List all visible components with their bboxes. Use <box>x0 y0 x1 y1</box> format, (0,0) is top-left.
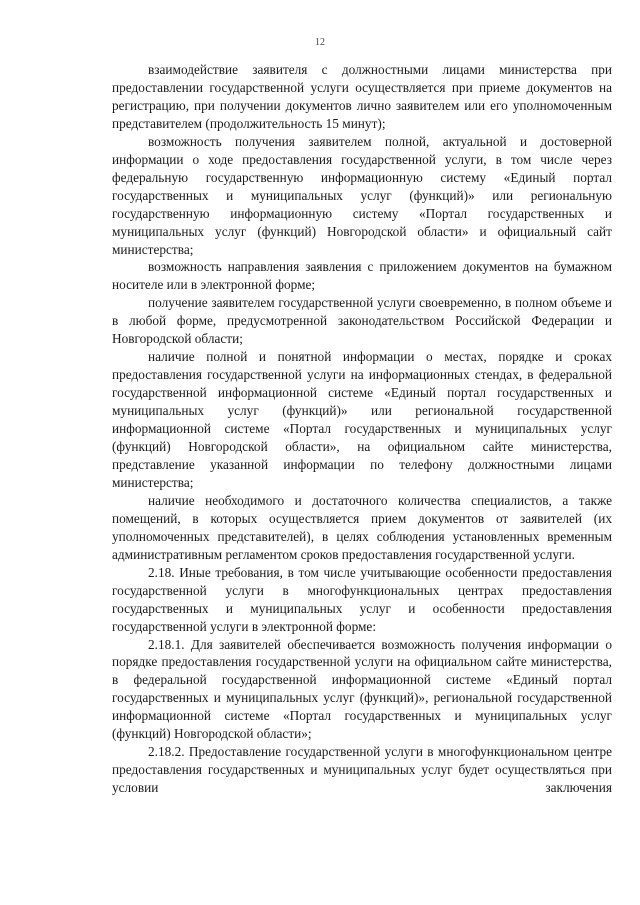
paragraph-information-stands: наличие полной и понятной информации о местах, порядке и сроках предоставления государственной услуги на информационных стендах, в федеральной государственной информационной системе «Единый портал государственных и муниципальных услуг (функций)» или региональной государственной информационной системе «Портал государственных и муниципальных услуг (функций) Новгородской области», на официальном сайте министерства, представление указанной информации по телефону должностными лицами министерства; <box>112 349 612 490</box>
paragraph-interaction-with-officials: взаимодействие заявителя с должностными лицами министерства при предоставлении государственной услуги осуществляется при приеме документов на регистрацию, при получении документов лично заявителем или его уполномоченным представителем (продолжительность 15 минут); <box>112 62 612 131</box>
paragraph-application-submission: возможность направления заявления с приложением документов на бумажном носителе или в электронной форме; <box>112 259 612 293</box>
document-body <box>112 61 612 797</box>
paragraph-information-availability: возможность получения заявителем полной, актуальной и достоверной информации о ходе предоставления государственной услуги, в том числе через федеральную государственную информационную систему «Единый портал государственных и муниципальных услуг (функций)» или региональную государственную информационную систему «Портал государственных и муниципальных услуг (функций) Новгородской области» и официальный сайт министерства; <box>112 133 612 257</box>
paragraph-section-2-18-1: 2.18.1. Для заявителей обеспечивается возможность получения информации о порядке предоставления государственной услуги на официальном сайте министерства, в федеральной государственной информационной системе «Единый портал государственных и муниципальных услуг (функций)», региональной государственной информационной системе «Портал государственных и муниципальных услуг (функций) Новгородской области»; <box>112 636 612 742</box>
paragraph-timely-service: получение заявителем государственной услуги своевременно, в полном объеме и в любой форме, предусмотренной законодательством Российской Федерации и Новгородской области; <box>112 295 612 347</box>
page-number: 12 <box>315 37 325 48</box>
paragraph-section-2-18: 2.18. Иные требования, в том числе учитывающие особенности предоставления государственной услуги в многофункциональных центрах предоставления государственных и муниципальных услуг и особенности предоставления государственной услуги в электронной форме: <box>112 564 612 634</box>
paragraph-section-2-18-2: 2.18.2. Предоставление государственной услуги в многофункциональном центре предоставления государственных и муниципальных услуг будет осуществляться при условии заключения <box>112 744 612 796</box>
paragraph-staff-and-premises: наличие необходимого и достаточного количества специалистов, а также помещений, в которых осуществляется прием документов от заявителей (их уполномоченных представителей), в целях соблюдения установленных временным административным регламентом сроков предоставления государственной услуги. <box>112 492 612 562</box>
